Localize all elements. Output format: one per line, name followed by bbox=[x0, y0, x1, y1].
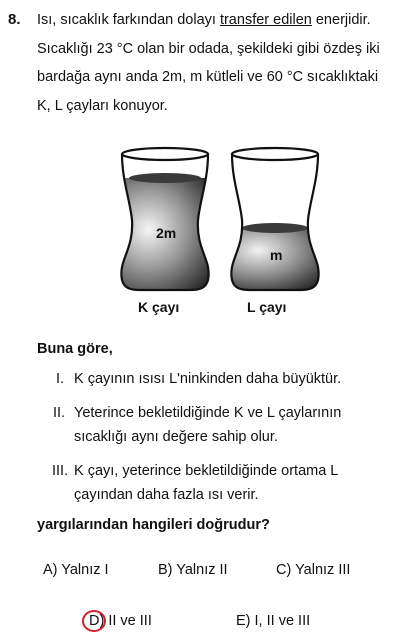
prompt-text: Buna göre, bbox=[37, 341, 113, 357]
glass-l-mass-label: m bbox=[270, 247, 283, 263]
question-line-4: K, L çayları konuyor. bbox=[37, 98, 168, 114]
option-a[interactable]: A) Yalnız I bbox=[43, 562, 109, 578]
statement-3-text-2: çayından daha fazla ısı verir. bbox=[74, 487, 259, 503]
tea-k-surface bbox=[129, 173, 201, 183]
glass-k-rim bbox=[122, 148, 208, 160]
statement-2-text-1: Yeterince bekletildiğinde K ve L çaylarının bbox=[74, 405, 342, 421]
statement-3-num: III. bbox=[52, 463, 69, 479]
tea-l-surface bbox=[242, 223, 308, 233]
question-number: 8. bbox=[8, 11, 21, 28]
glass-k bbox=[110, 148, 220, 292]
question-line-3: bardağa aynı anda 2m, m kütleli ve 60 °C sıcaklıktaki bbox=[37, 69, 379, 85]
glasses-figure bbox=[100, 140, 330, 320]
glass-l-rim bbox=[232, 148, 318, 160]
statement-2-num: II. bbox=[53, 405, 66, 421]
label-k-tea: K çayı bbox=[138, 299, 180, 315]
statement-3-text-1: K çayı, yeterince bekletildiğinde ortama L bbox=[74, 463, 339, 479]
statement-1-num: I. bbox=[56, 371, 65, 387]
statement-1-text: K çayının ısısı L'ninkinden daha büyüktür. bbox=[74, 371, 342, 387]
question-line-1 bbox=[37, 11, 371, 29]
question-end: yargılarından hangileri doğrudur? bbox=[37, 517, 270, 533]
option-e[interactable]: E) I, II ve III bbox=[236, 613, 311, 629]
option-d-letter: D bbox=[89, 613, 100, 629]
option-d[interactable] bbox=[89, 613, 152, 629]
option-c[interactable]: C) Yalnız III bbox=[276, 562, 351, 578]
question-line-2: Sıcaklığı 23 °C olan bir odada, şekildeki gibi özdeş iki bbox=[37, 41, 380, 57]
question-line-1-start: Isı, sıcaklık farkından dolayı bbox=[37, 12, 220, 28]
option-d-text: ) II ve III bbox=[99, 613, 152, 629]
glass-l bbox=[220, 148, 330, 292]
underlined-term: transfer edilen bbox=[219, 12, 312, 28]
question-line-1-end: enerjidir. bbox=[311, 12, 371, 28]
label-l-tea: L çayı bbox=[247, 299, 287, 315]
option-b[interactable]: B) Yalnız II bbox=[158, 562, 228, 578]
glass-k-mass-label: 2m bbox=[156, 225, 177, 241]
statement-2-text-2: sıcaklığı aynı değere sahip olur. bbox=[74, 429, 278, 445]
